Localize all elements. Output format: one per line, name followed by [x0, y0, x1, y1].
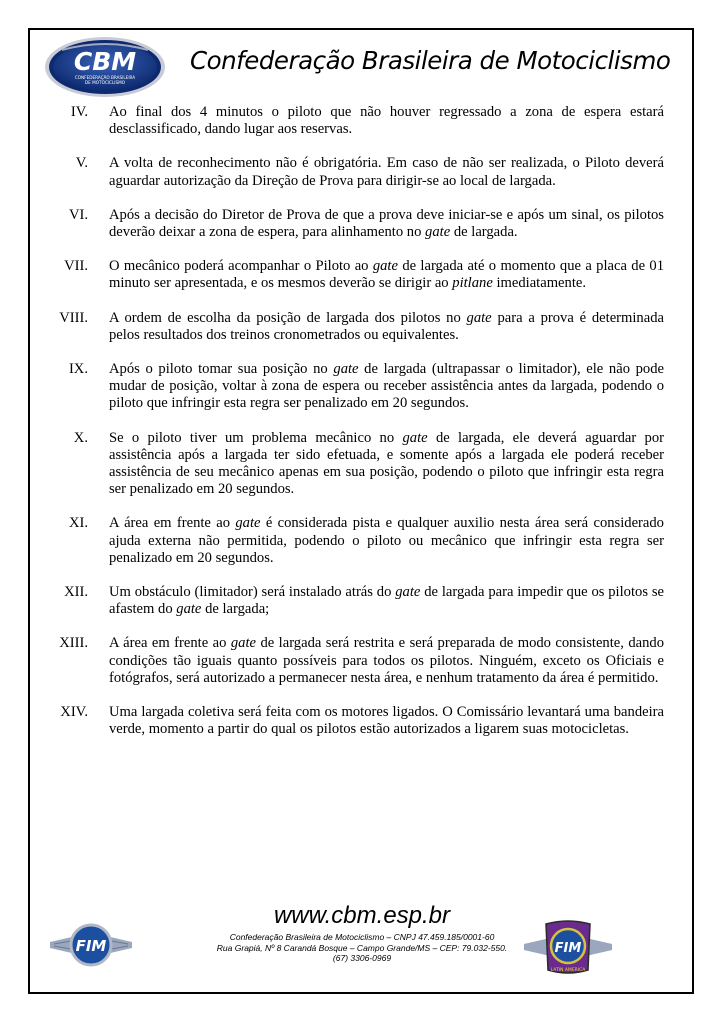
rule-item	[52, 430, 664, 499]
rule-number: XII.	[64, 584, 88, 601]
rule-number: V.	[75, 155, 88, 172]
rule-number: IX.	[68, 361, 88, 378]
fim-logo-right-subtext: LATIN AMERICA	[550, 968, 586, 973]
footer-address	[0, 932, 724, 964]
rule-item	[52, 635, 664, 687]
rule-number: IV.	[70, 104, 88, 120]
organization-title: Confederação Brasileira de Motociclismo	[190, 46, 671, 75]
rule-item	[52, 704, 664, 738]
cbm-logo-subtext: DE MOTOCICLISMO	[84, 80, 126, 85]
rule-text: A área em frente ao gate de largada será restrita e será preparada de modo consistente, dando condições tão iguais quanto possíveis para todos os pilotos. Ninguém, exceto os Oficiais e fotógrafos, será autorizado a permanecer nesta área, e nenhum tratamento da área é permitido.	[109, 635, 664, 686]
rule-item	[52, 515, 664, 567]
letterhead	[44, 36, 684, 106]
rule-text: Após o piloto tomar sua posição no gate de largada (ultrapassar o limitador), ele não pode mudar de posição, voltar à zona de espera ou receber assistência antes da largada, podendo o piloto que infringir esta regra ser penalizado em 20 segundos.	[109, 361, 665, 412]
rule-number: VIII.	[59, 309, 88, 326]
rule-item	[52, 361, 664, 413]
rule-text: O mecânico poderá acompanhar o Piloto ao gate de largada até o momento que a placa de 01 minuto ser apresentada, e os mesmos deverão se dirigir ao pitlane imediatamente.	[109, 258, 664, 292]
rule-text: Ao final dos 4 minutos o piloto que não houver regressado a zona de espera estará desclassificado, dando lugar aos reservas.	[109, 104, 664, 138]
rule-text: Uma largada coletiva será feita com os motores ligados. O Comissário levantará uma bandeira verde, momento a partir do qual os pilotos estão autorizados a ligarem suas motocicletas.	[109, 704, 664, 738]
rule-text: Um obstáculo (limitador) será instalado atrás do gate de largada para impedir que os pilotos se afastem do gate de largada;	[109, 584, 664, 618]
rule-number: XIII.	[59, 635, 88, 652]
rule-item	[52, 584, 664, 618]
cbm-logo-subtext: CONFEDERAÇÃO BRASILEIRA	[74, 75, 136, 80]
rule-item	[52, 104, 664, 138]
rule-item	[52, 155, 664, 189]
rule-number: XIV.	[60, 704, 88, 721]
rules-list	[52, 104, 664, 738]
footer-line-phone: (67) 3306-0969	[332, 953, 392, 963]
rule-item	[52, 207, 664, 241]
footer-line-company: Confederação Brasileira de Motociclismo – CNPJ 47.459.185/0001-60	[229, 932, 495, 942]
fim-logo-left-text: FIM	[75, 937, 107, 955]
website-url[interactable]: www.cbm.esp.br	[273, 902, 451, 929]
rule-text: A volta de reconhecimento não é obrigatória. Em caso de não ser realizada, o Piloto deverá aguardar autorização da Direção de Prova para dirigir-se ao local de largada.	[109, 155, 664, 189]
rule-text: Após a decisão do Diretor de Prova de que a prova deve iniciar-se e após um sinal, os pilotos deverão deixar a zona de espera, para alinhamento no gate de largada.	[109, 206, 664, 241]
rule-number: X.	[73, 429, 88, 446]
rule-text: Se o piloto tiver um problema mecânico no gate de largada, ele deverá aguardar por assistência após a largada ter sido efetuada, e somente após a largada ele poderá receber assistência de seu mecânico apenas em sua posição, podendo o piloto que infringir esta regra ser penalizado em 20 segundos.	[109, 429, 665, 498]
rule-item	[52, 258, 664, 292]
rule-number: VII.	[64, 258, 88, 275]
footer-line-address: Rua Grapiá, Nº 8 Carandá Bosque – Campo Grande/MS – CEP: 79.032-550.	[216, 942, 508, 953]
rule-item	[52, 310, 664, 344]
rule-number: XI.	[68, 515, 88, 532]
cbm-logo-text: CBM	[73, 47, 137, 76]
cbm-logo	[44, 36, 166, 98]
rule-number: VI.	[68, 206, 88, 223]
fim-logo-right-text: FIM	[554, 941, 582, 956]
rule-text: A ordem de escolha da posição de largada dos pilotos no gate para a prova é determinada pelos resultados dos treinos cronometrados ou equivalentes.	[109, 309, 664, 343]
rule-text: A área em frente ao gate é considerada pista e qualquer auxilio nesta área será considerado ajuda externa não permitida, podendo o piloto ou mecânico que infringir esta regra ser penalizado em 20 segundos.	[109, 515, 664, 566]
